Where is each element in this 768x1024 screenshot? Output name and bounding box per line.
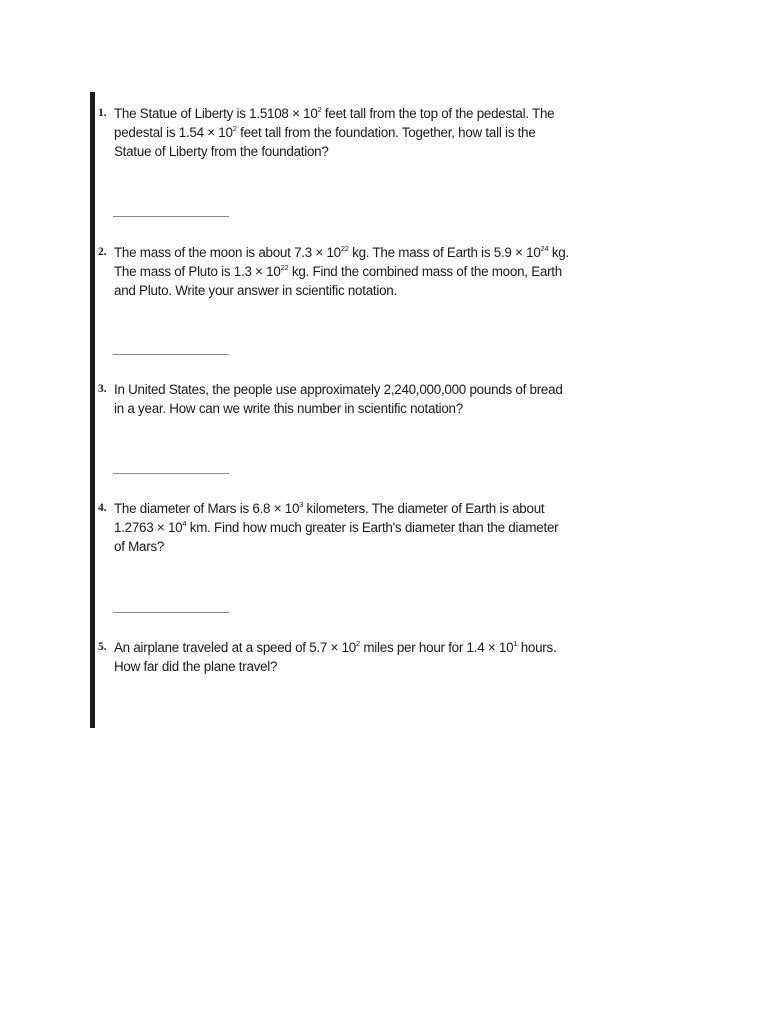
problem-line: in a year. How can we write this number in scientific notation? [114,401,463,416]
problem-text [114,638,614,676]
problem-line: The diameter of Mars is $6.8 \times 10^3$ kilometers. The diameter of Earth is about [114,499,545,516]
answer-blank-4[interactable] [113,612,229,613]
problem-text [114,499,614,556]
problem-line: Statue of Liberty from the foundation? [114,144,329,159]
problem-5 [98,638,614,676]
problem-text [114,104,614,161]
problem-number: 3. [98,383,107,395]
problem-number: 2. [98,246,107,258]
problem-line: and Pluto. Write your answer in scientific notation. [114,283,397,298]
answer-blank-3[interactable] [113,473,229,474]
problem-line: An airplane traveled at a speed of $5.7 \times 10^2$ miles per hour for $1.4 \times 10^1$ hours. [114,638,557,655]
problem-number: 1. [98,107,107,119]
problem-number: 5. [98,641,107,653]
problem-line: The mass of the moon is about $7.3 \times 10^{22}$ kg. The mass of Earth is $5.9 \times 10^{24}$ kg. [114,243,569,260]
answer-blank-2[interactable] [113,354,229,355]
answer-blank-1[interactable] [113,216,229,217]
problem-line: How far did the plane travel? [114,659,278,674]
problem-2 [98,243,614,300]
problem-line: The Statue of Liberty is $1.5108 \times 10^2$ feet tall from the top of the pedestal. The [114,104,555,121]
problem-number: 4. [98,502,107,514]
problem-1 [98,104,614,161]
problem-4 [98,499,614,556]
problem-line: of Mars? [114,539,165,554]
problem-line: pedestal is $1.54 \times 10^2$ feet tall from the foundation. Together, how tall is the [114,123,536,140]
problem-text [114,243,614,300]
problem-line: In United States, the people use approximately 2,240,000,000 pounds of bread [114,382,563,397]
problem-3 [98,380,614,418]
problem-line: The mass of Pluto is $1.3 \times 10^{22}$ kg. Find the combined mass of the moon, Earth [114,262,562,279]
left-margin-rule [90,92,95,728]
problem-line: $1.2763 \times 10^4$ km. Find how much greater is Earth's diameter than the diameter [114,518,559,535]
problem-text [114,380,614,418]
